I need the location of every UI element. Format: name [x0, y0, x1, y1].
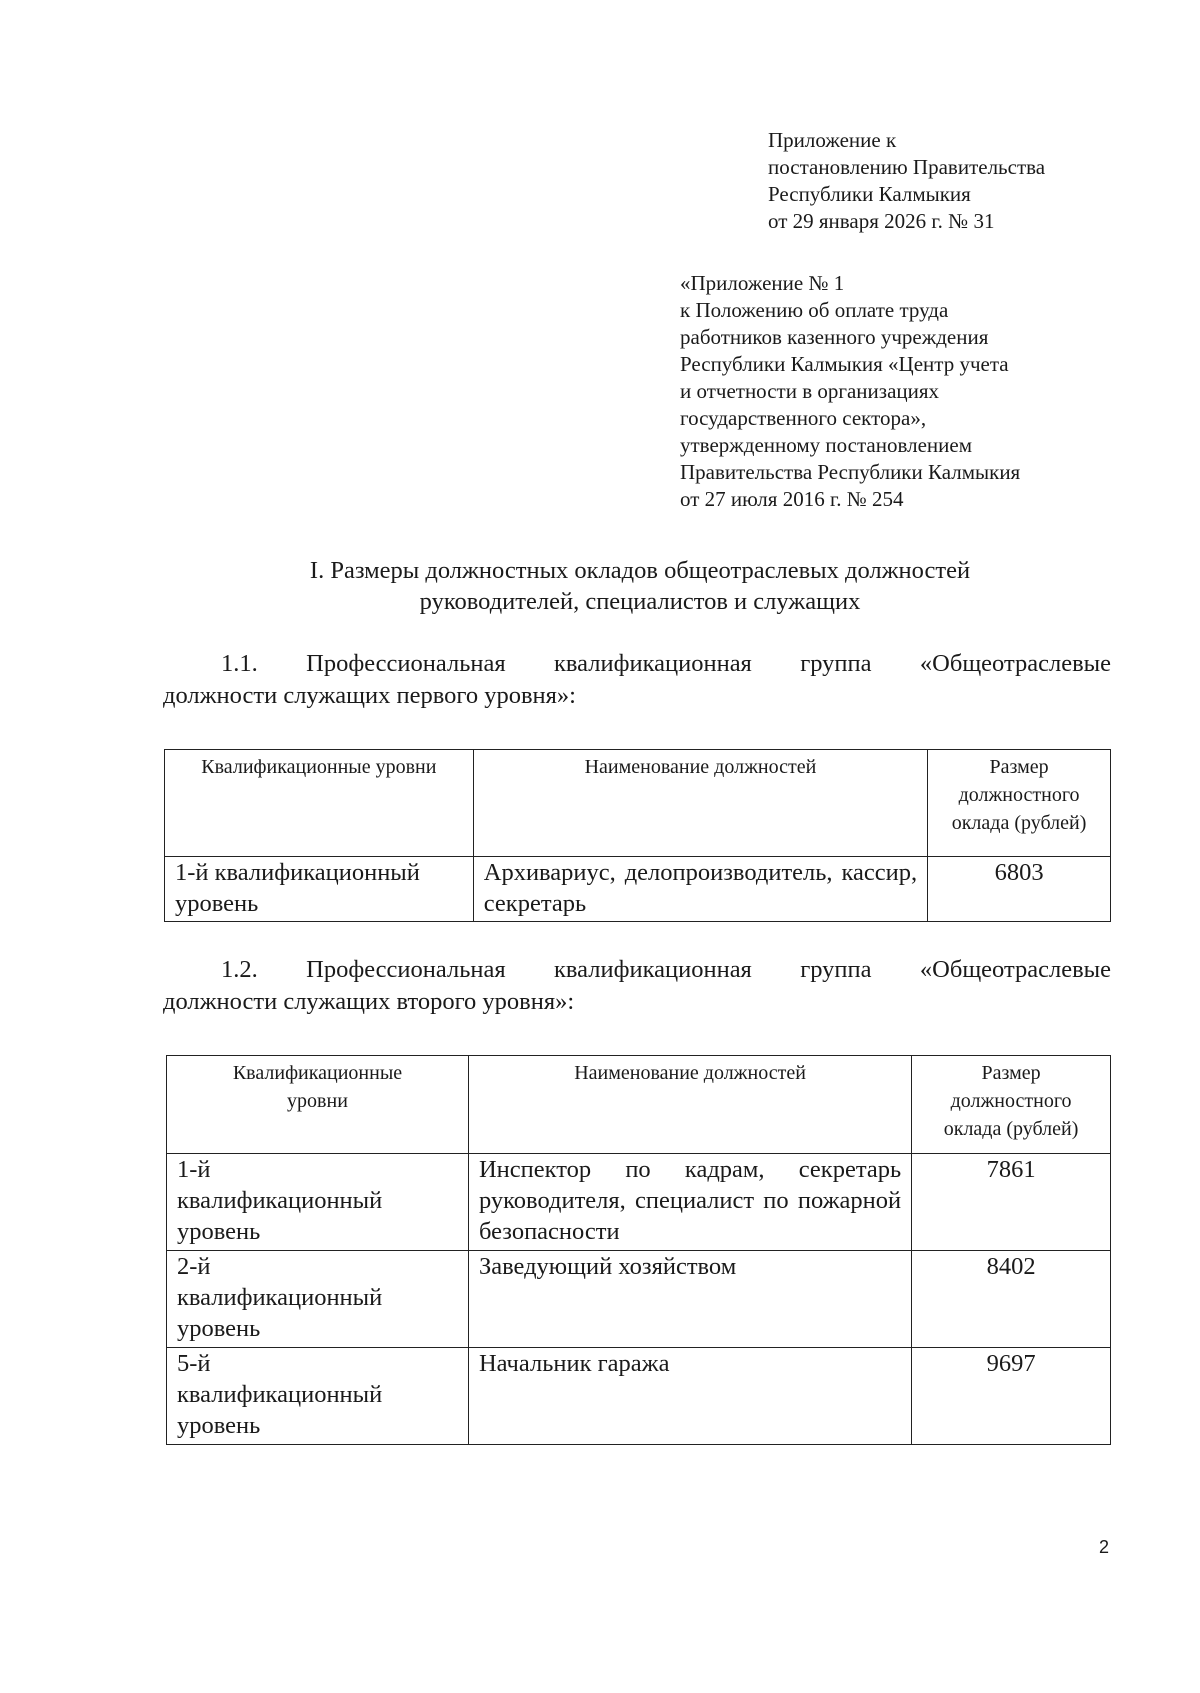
column-header-salary: Размер должностного оклада (рублей): [912, 1056, 1111, 1154]
annex-quote-line: и отчетности в организациях: [680, 379, 940, 403]
level-cell: 1-й квалификационный уровень: [165, 857, 474, 922]
annex-quote-line: к Положению об оплате труда: [680, 298, 949, 322]
column-header-levels: Квалификационные уровни: [165, 750, 474, 857]
section-title-line-1: I. Размеры должностных окладов общеотраслевых должностей: [309, 557, 971, 584]
positions-cell: Начальник гаража: [468, 1348, 911, 1445]
section-title: [160, 555, 1120, 617]
paragraph-1-1-line-2: должности служащих первого уровня»:: [163, 682, 576, 709]
salary-table-2: [166, 1055, 1111, 1445]
salary-cell: 7861: [912, 1154, 1111, 1251]
paragraph-1-1-line-1: 1.1. Профессиональная квалификационная группа «Общеотраслевые: [221, 650, 1111, 677]
section-title-line-2: руководителей, специалистов и служащих: [419, 588, 861, 615]
annex-quote-line: Правительства Республики Калмыкия: [680, 460, 1021, 484]
column-header-levels: Квалификационные уровни: [167, 1056, 469, 1154]
level-cell: 2-й квалификационный уровень: [167, 1251, 469, 1348]
annex-quote-line: «Приложение № 1: [680, 271, 845, 295]
paragraph-1-2-line-2: должности служащих второго уровня»:: [163, 988, 575, 1015]
paragraph-1-2: [163, 954, 1111, 1018]
page-number: 2: [1099, 1537, 1110, 1557]
annex-header-line: постановлению Правительства: [768, 155, 1046, 179]
positions-cell: Инспектор по кадрам, секретарь руководителя, специалист по пожарной безопасности: [468, 1154, 911, 1251]
positions-cell: Архивариус, делопроизводитель, кассир, секретарь: [473, 857, 927, 922]
annex-quote-line: от 27 июля 2016 г. № 254: [680, 487, 904, 511]
annex-quote-line: государственного сектора»,: [680, 406, 927, 430]
paragraph-1-1: [163, 648, 1111, 712]
table-row: [165, 857, 1111, 922]
annex-quote-line: работников казенного учреждения: [680, 325, 989, 349]
level-cell: 5-й квалификационный уровень: [167, 1348, 469, 1445]
table-row: [167, 1348, 1111, 1445]
table-header-row: [167, 1056, 1111, 1154]
table-row: [167, 1251, 1111, 1348]
annex-header-line: Приложение к: [768, 128, 897, 152]
annex-header: [768, 127, 1045, 235]
annex-quote-line: утвержденному постановлением: [680, 433, 973, 457]
salary-cell: 9697: [912, 1348, 1111, 1445]
table-header-row: [165, 750, 1111, 857]
level-cell: 1-й квалификационный уровень: [167, 1154, 469, 1251]
table-row: [167, 1154, 1111, 1251]
salary-table-1: [164, 749, 1111, 922]
column-header-salary: Размер должностного оклада (рублей): [928, 750, 1111, 857]
salary-cell: 8402: [912, 1251, 1111, 1348]
column-header-positions: Наименование должностей: [473, 750, 927, 857]
salary-cell: 6803: [928, 857, 1111, 922]
annex-quote-line: Республики Калмыкия «Центр учета: [680, 352, 1009, 376]
annex-header-line: от 29 января 2026 г. № 31: [768, 209, 995, 233]
positions-cell: Заведующий хозяйством: [468, 1251, 911, 1348]
annex-header-line: Республики Калмыкия: [768, 182, 971, 206]
column-header-positions: Наименование должностей: [468, 1056, 911, 1154]
paragraph-1-2-line-1: 1.2. Профессиональная квалификационная группа «Общеотраслевые: [221, 956, 1111, 983]
annex-quote: [680, 270, 1020, 513]
